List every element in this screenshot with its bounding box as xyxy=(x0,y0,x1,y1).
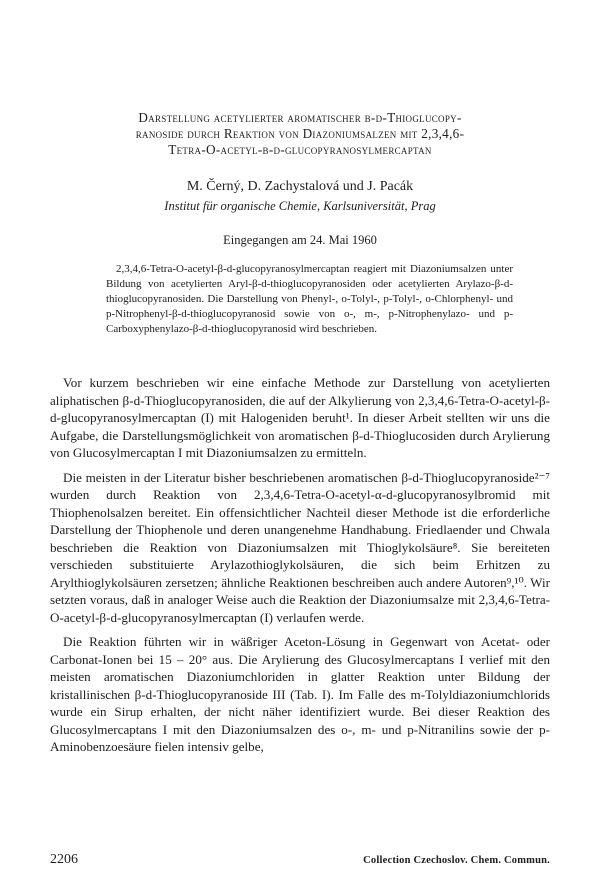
title-line-1: Darstellung acetylierter aromatischer β-d-Thioglucopy- xyxy=(138,110,462,125)
article-body xyxy=(50,374,550,756)
title-line-2: ranoside durch Reaktion von Diazoniumsalzen mit 2,3,4,6- xyxy=(135,126,465,141)
page-number: 2206 xyxy=(50,852,78,867)
page-footer xyxy=(50,852,550,868)
journal-name: Collection Czechoslov. Chem. Commun. xyxy=(363,855,550,866)
paragraph-2: Die meisten in der Literatur bisher beschriebenen aromatischen β-d-Thioglucopyranoside²⁻⁷ wurden durch Reaktion von 2,3,4,6-Tetra-O-acetyl-α-d-glucopyranosylbromid mit Thiophenolsalzen bereitet. Ein offensichtlicher Nachteil dieser Methode ist die erforderliche Darstellung der Thiophenole und deren unangenehme Handhabung. Friedlaender und Chwala beschrieben die Reaktion von Diazoniumsalzen mit Thioglykolsäure⁸. Sie bereiteten verschieden substituierte Arylazothioglykolsäuren, die sich beim Erhitzen zu Arylthioglykolsäuren zersetzen; ähnliche Reaktionen beschreiben auch andere Autoren⁹,¹⁰. Wir setzten voraus, daß in analoger Weise auch die Reaktion der Diazoniumsalze mit 2,3,4,6-Tetra-O-acetyl-β-d-glucopyranosylmercaptan (I) verlaufen werde. xyxy=(50,469,550,625)
authors: M. Černý, D. Zachystalová und J. Pacák xyxy=(186,179,414,194)
paragraph-1: Vor kurzem beschrieben wir eine einfache Methode zur Darstellung von acetylierten aliphatischen β-d-Thioglucopyranosiden, die auf der Alkylierung von 2,3,4,6-Tetra-O-acetyl-β-d-glucopyranosylmercaptan (I) mit Halogeniden beruht¹. In dieser Arbeit stellten wir uns die Aufgabe, die Darstellungsmöglichkeit von aromatischen β-d-Thioglucosiden durch Arylierung von Glucosylmercaptan I mit Diazoniumsalzen zu ermitteln. xyxy=(50,375,550,460)
title-line-3: Tetra-O-acetyl-β-d-glucopyranosylmercaptan xyxy=(168,142,432,157)
institute: Institut für organische Chemie, Karlsuniversität, Prag xyxy=(164,199,436,213)
received-date: Eingegangen am 24. Mai 1960 xyxy=(223,233,377,247)
article-title xyxy=(56,110,544,158)
paragraph-3: Die Reaktion führten wir in wäßriger Aceton-Lösung in Gegenwart von Acetat- oder Carbonat-Ionen bei 15 – 20° aus. Die Arylierung des Glucosylmercaptans I verlief mit den meisten aromatischen Diazoniumchloriden in glatter Reaktion unter Bildung der kristallinischen β-d-Thioglucopyranoside III (Tab. I). Im Falle des m-Tolyldiazoniumchlorids wurde ein Sirup erhalten, der nicht näher identifiziert wurde. Bei dieser Reaktion des Glucosylmercaptans I mit den Diazoniumsalzen des o-, m- und p-Nitranilins sowie der p-Aminobenzoesäure fielen intensiv gelbe, xyxy=(50,634,550,754)
abstract: 2,3,4,6-Tetra-O-acetyl-β-d-glucopyranosylmercaptan reagiert mit Diazoniumsalzen unter Bildung von acetylierten Aryl-β-d-thioglucopyranosiden oder acetylierten Arylazo-β-d-thioglucopyranosiden. Die Darstellung von Phenyl-, o-Tolyl-, p-Tolyl-, o-Chlorphenyl- und p-Nitrophenyl-β-d-thioglucopyranosid sowie von o-, m-, p-Nitrophenylazo- und p-Carboxyphenylazo-β-d-thioglucopyranosid wird beschrieben. xyxy=(106,263,513,335)
